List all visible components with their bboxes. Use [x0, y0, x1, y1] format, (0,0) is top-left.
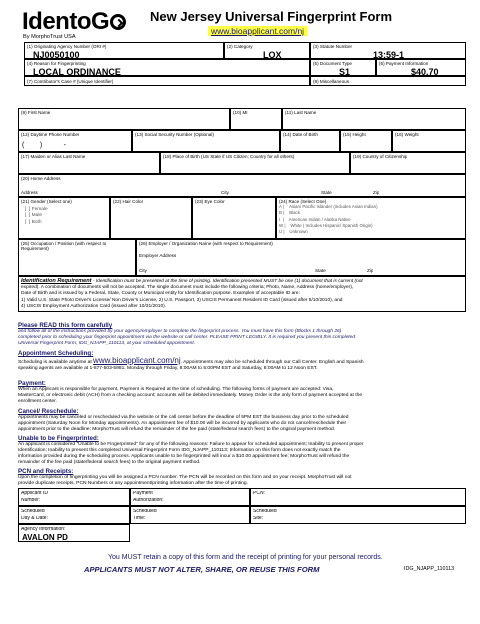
scheduled-site-cell[interactable]	[250, 506, 466, 524]
citizenship-label: (19) Country of Citizenship	[353, 154, 408, 159]
scheduled-label: Scheduled	[21, 509, 45, 514]
race-option-a[interactable]: A | Asian/ Pacific Islander (includes Asian Indian)	[279, 204, 378, 209]
phone-label: (12) Daytime Phone Number	[21, 132, 80, 137]
city-label: City	[221, 190, 229, 195]
misc-field[interactable]	[310, 76, 466, 86]
scheduling-heading: Appointment Scheduling:	[18, 350, 94, 357]
payment-field[interactable]	[376, 59, 466, 76]
pcn-label: PCN:	[253, 491, 265, 496]
payment-auth-cell[interactable]	[130, 488, 250, 506]
home-address-field[interactable]	[18, 174, 466, 197]
ssn-label: (13) Social Security Number (Optional)	[135, 132, 214, 137]
scheduled-time-label: Scheduled	[133, 509, 157, 514]
sched-line1a: Scheduling is available anytime at	[18, 360, 94, 365]
read-line2: completed prior to scheduling your fingerprint appointment via the website or call center. PLEASE PRINT LEGIBLY. It is required you present this completed	[18, 334, 356, 340]
unable-line4: remainder of the fee paid (state/federal search fees) to the original payment method.	[18, 459, 201, 465]
gender-field	[18, 197, 110, 239]
cancel-line2: appointment (Saturday Noon for Monday appointments). An appointment fee of $10.00 will be incurred by applicants who do not cancel/reschedule their	[18, 420, 347, 426]
last-name-label: (11) Last Name	[285, 110, 317, 115]
first-name-label: (9) First Name	[21, 110, 51, 115]
payment-label: (6) Payment Information	[379, 61, 429, 66]
dob-label: (14) Date of Birth	[283, 132, 318, 137]
race-option-i[interactable]: I | American Indian / Alaska Native	[279, 216, 351, 222]
pay-line1: When an Applicant is responsible for payment, Payment is Required at the time of scheduling. The following forms of payment are accepted: Visa,	[18, 387, 334, 392]
contributor-label: (7) Contributor's Case # (Unique Identifier)	[27, 79, 114, 84]
eye-label: (23) Eye Color	[195, 199, 225, 204]
id-requirement-line4: 1) Valid U.S. State Photo Driver's License/ Non Driver's License, 2) U.S. Passport, 3) USCIS Permanent Resident ID Card (issued after 5/10/2010), and	[21, 297, 343, 303]
cancel-line3: appointment prior to the deadline; MorphoTrust will refund the remainder of the fee paid (state/federal search fees) to the original payment method.	[18, 426, 336, 432]
eye-field[interactable]	[192, 197, 276, 239]
pcn-line2: provide duplicate receipts, PCN Numbers or any appointment/printing information after the time of printing.	[18, 480, 248, 486]
ori-field[interactable]	[24, 42, 224, 59]
unable-line1: An applicant is considered "Unable to be Fingerprinted" for any of the following reasons: Failure to appear for scheduled appointment; Inability to present proper	[18, 442, 364, 447]
sched-line2: speaking agents are available at 1-877-503-5981, Monday through Friday, 8:00AM to 5:00PM EST and Saturday, 8:00AM to 12 Noon EST.	[18, 365, 318, 371]
gender-option-both[interactable]: [ ] Both	[25, 219, 42, 225]
occupation-label: (25) Occupation / Position (with respect to Requirement)	[21, 241, 107, 251]
hair-field[interactable]	[110, 197, 192, 239]
id-requirement-box	[18, 276, 466, 312]
last-name-field[interactable]	[282, 108, 466, 130]
dob-field[interactable]	[280, 130, 340, 152]
agency-info-cell	[18, 524, 130, 542]
home-address-label: (20) Home Address	[21, 176, 61, 181]
doctype-field[interactable]	[310, 59, 376, 76]
category-value: LOX	[263, 50, 282, 60]
race-option-u[interactable]: U | Unknown	[279, 229, 308, 235]
zip-label: Zip	[373, 190, 380, 195]
mi-field[interactable]	[230, 108, 282, 130]
site-label: Site:	[253, 516, 264, 521]
unable-heading: Unable to be Fingerprinted:	[18, 435, 99, 442]
cancel-line1: Appointments may be canceled or rescheduled via the website or the call center before the deadline of 5PM EST the business day prior to the scheduled	[18, 415, 349, 420]
address-label: Address	[21, 190, 38, 195]
ori-label: (1) Originating Agency Number (ORI #)	[27, 44, 107, 49]
footer-warning: APPLICANTS MUST NOT ALTER, SHARE, OR REUSE THIS FORM	[84, 565, 320, 574]
pcn-line1: Upon the completion of fingerprinting you will be assigned a PCN number. The PCN will be recorded on this form and on your receipt. MorphoTrust will not	[18, 475, 352, 480]
state-label: State	[321, 190, 332, 195]
unable-line2: Identification; Inability to present this completed Universal Fingerprint Form IDG_NJAPP_110113; Information on this form does not exactly match the	[18, 447, 341, 453]
footer-retain-notice: You MUST retain a copy of this form and the receipt of printing for your personal records.	[108, 554, 383, 561]
employer-address-label: Employer Address	[139, 253, 177, 258]
phone-field[interactable]	[18, 130, 132, 152]
id-requirement-line3: Date of Birth and is issued by a Federal, State, County or Municipal entity for Identification purpose. Examples of acceptable ID are:	[21, 291, 300, 297]
contributor-field[interactable]	[24, 76, 310, 86]
pob-field[interactable]	[160, 152, 350, 174]
height-label: (15) Height	[343, 132, 366, 137]
reason-value: LOCAL ORDINANCE	[33, 67, 121, 77]
hair-label: (22) Hair Color	[113, 199, 144, 204]
race-field	[276, 197, 466, 239]
header-url-link[interactable]: www.bioapplicant.com/nj	[208, 26, 307, 36]
statute-label: (3) Statute Number	[313, 44, 353, 49]
mi-label: (10) MI	[233, 110, 248, 115]
scheduled-site-label: Scheduled	[253, 509, 277, 514]
logo-subtitle: By MorphoTrust USA	[23, 34, 76, 40]
misc-label: (8) Miscellaneous	[313, 79, 349, 84]
gender-label: (21) Gender (Select one)	[21, 199, 72, 204]
maiden-field[interactable]	[18, 152, 160, 174]
reason-label: (4) Reason for Fingerprinting	[27, 61, 86, 66]
id-requirement-line1: - Identification must be presented at the time of printing. Identification presented MUST be one (1) document that is current (not	[91, 279, 363, 284]
first-name-field[interactable]	[18, 108, 230, 130]
race-option-b[interactable]: B | Black	[279, 210, 300, 216]
scheduled-date-cell[interactable]	[18, 506, 130, 524]
employer-label: (26) Employer / Organization Name (with respect to Requirement)	[139, 241, 273, 246]
emp-zip-label: Zip	[367, 268, 374, 273]
agency-info-label: Agency Information:	[21, 527, 66, 532]
scheduling-url-link[interactable]: www.bioapplicant.com/nj	[93, 356, 181, 365]
footer-form-id: IDG_NJAPP_110113	[404, 566, 455, 572]
pay-line3: enrollment center.	[18, 398, 57, 404]
applicant-id-label: Applicant ID	[21, 491, 48, 496]
read-heading: Please READ this form carefully	[18, 322, 113, 329]
gender-option-female[interactable]: [ ] Female	[25, 207, 48, 212]
sched-line1b: . Appointments may also be scheduled through our Call Center. English and Spanish	[180, 360, 364, 365]
doctype-label: (5) Document Type	[313, 61, 352, 66]
pcn-heading: PCN and Receipts:	[18, 468, 74, 475]
agency-value: AVALON PD	[22, 533, 68, 542]
statute-field[interactable]	[310, 42, 466, 59]
category-label: (2) Category	[227, 44, 253, 49]
phone-mask: ( ) -	[22, 142, 66, 149]
id-requirement-line2: expired). A combination of documents will not be accepted. The single document must include the following criteria; Photo, Name, Address (home/employer),	[21, 285, 354, 291]
time-label: Time:	[133, 516, 146, 521]
scheduled-time-cell[interactable]	[130, 506, 250, 524]
citizenship-field[interactable]	[350, 152, 466, 174]
pcn-cell[interactable]	[250, 488, 466, 506]
payment-value: $40.70	[411, 67, 439, 77]
gender-option-male[interactable]: [ ] Male	[25, 213, 43, 219]
height-field[interactable]	[340, 130, 392, 152]
authorization-label: Authorization:	[133, 498, 164, 503]
weight-label: (16) Weight	[395, 132, 419, 137]
id-requirement-heading: Identification Requirement	[21, 278, 92, 284]
read-line3: Universal Fingerprint Form, IDG_NJAPP_110113, at your scheduled appointment.	[18, 340, 196, 346]
logo-swirl-icon	[110, 14, 126, 30]
payment-auth-label: Payment	[133, 491, 153, 496]
pob-label: (18) Place of Birth (US State if US Citizen; Country for all others)	[163, 154, 295, 159]
employer-field[interactable]	[136, 239, 466, 276]
day-date-label: Day & Date:	[21, 516, 48, 521]
pay-line2: MasterCard, or electronic debit (ACH) from a checking account; accounts will be debited immediately. Money Order is the only form of payment accepted at the	[18, 392, 363, 398]
statute-value: 13:59-1	[373, 50, 405, 60]
emp-city-label: City	[139, 268, 147, 273]
cancel-heading: Cancel/ Reschedule:	[18, 408, 79, 415]
id-requirement-line5: 4) USCIS Employment Authorization Card (issued after 10/31/2010).	[21, 303, 167, 309]
form-title: New Jersey Universal Fingerprint Form	[150, 9, 393, 24]
payment-heading: Payment:	[18, 380, 46, 387]
race-label: (24) Race (Select One)	[279, 199, 327, 204]
maiden-label: (17) Maiden or Alias Last Name	[21, 154, 86, 159]
emp-state-label: State	[315, 268, 326, 273]
reason-field[interactable]	[24, 59, 310, 76]
weight-field[interactable]	[392, 130, 466, 152]
doctype-value: S1	[339, 67, 351, 77]
logo-text: IdentoG	[22, 8, 110, 35]
applicant-number-label: Number:	[21, 498, 41, 503]
unable-line3: information provided during the scheduling process. Applicants unable to be fingerprinted will incur a $10.00 appointment fee; MorphoTrust will refund the	[18, 453, 350, 459]
occupation-field[interactable]	[18, 239, 136, 276]
category-field[interactable]	[224, 42, 310, 59]
applicant-id-cell[interactable]	[18, 488, 130, 506]
ssn-field[interactable]	[132, 130, 280, 152]
logo	[22, 8, 126, 36]
race-option-w[interactable]: W | White ( Includes Hispanic/ Spanish Origin)	[279, 222, 373, 228]
read-line1: and follow all of the instructions provided by your agency/employer to complete the fingerprint process. You must have this form (Blocks 1 through 26)	[18, 329, 342, 334]
ori-value: NJ0050100	[33, 50, 80, 60]
